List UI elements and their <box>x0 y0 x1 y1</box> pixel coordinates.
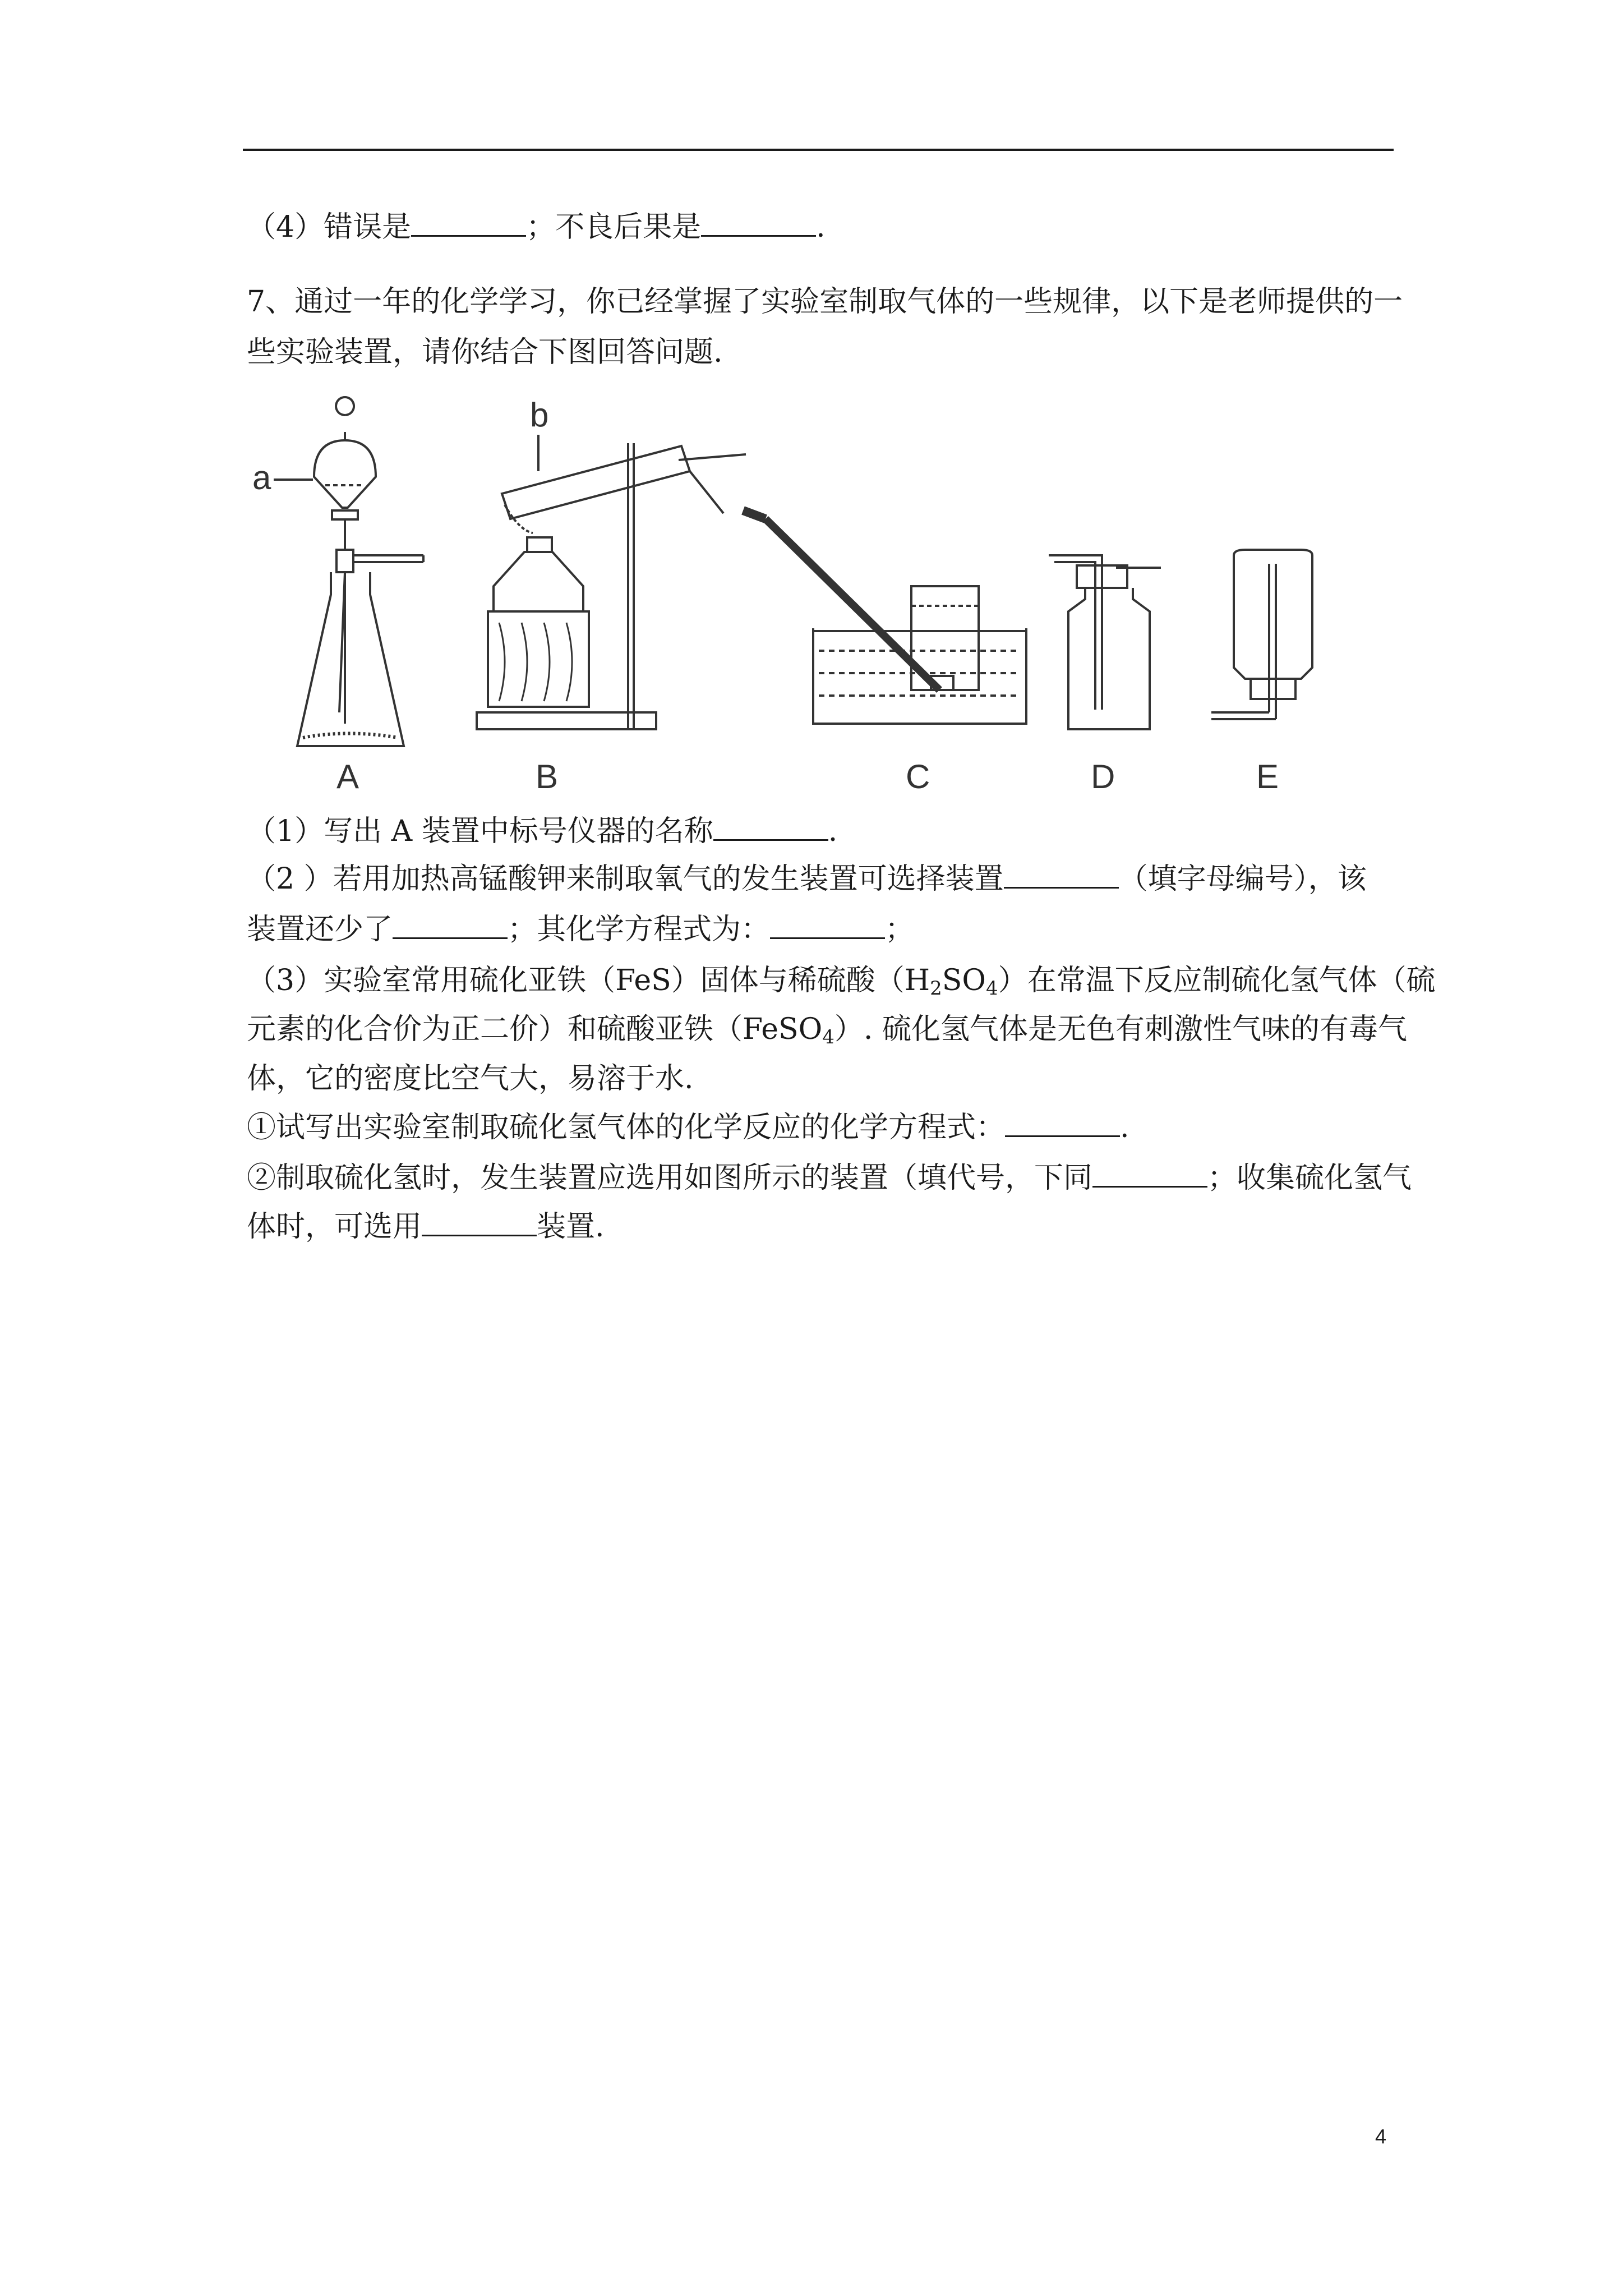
q7-part3-q1-text-a: ①试写出实验室制取硫化氢气体的化学反应的化学方程式： <box>247 1111 1006 1144</box>
q7-part2-line2 <box>247 912 1396 946</box>
label-D: D <box>1091 758 1115 795</box>
label-C: C <box>906 758 930 795</box>
q7-part2-line1 <box>247 861 1396 896</box>
answer-blank[interactable] <box>411 209 526 237</box>
subscript: 2 <box>930 977 942 1000</box>
apparatus-e <box>1211 550 1312 795</box>
label-b: b <box>530 396 549 434</box>
q7-intro-line1: 7、通过一年的化学学习，你已经掌握了实验室制取气体的一些规律，以下是老师提供的一 <box>247 285 1403 319</box>
q7-part3-q2-text-c: 体时，可选用 <box>247 1210 422 1244</box>
answer-blank[interactable] <box>422 1209 537 1236</box>
q6-part4-line <box>247 209 1396 244</box>
subscript: 4 <box>985 977 998 1000</box>
q7-part1-text-b: . <box>828 815 838 848</box>
answer-blank[interactable] <box>713 813 828 841</box>
q7-part3-q2-text-a: ②制取硫化氢时，发生装置应选用如图所示的装置（填代号，下同 <box>247 1161 1093 1195</box>
q7-part3-text-a: （3）实验室常用硫化亚铁（FeS）固体与稀硫酸（H <box>247 964 930 997</box>
q7-part3-text-c: ）在常温下反应制硫化氢气体（硫 <box>998 964 1436 997</box>
q6-part4-text-a: （4）错误是 <box>247 210 412 244</box>
apparatus-d <box>1049 555 1161 795</box>
q7-part3-q2-line1 <box>247 1160 1412 1195</box>
q7-part3-q1-line <box>247 1110 1396 1144</box>
q7-part3-line2 <box>247 1013 1407 1048</box>
q7-part3-line3: 体，它的密度比空气大，易溶于水. <box>247 1062 694 1096</box>
q7-part3-text-d: 元素的化合价为正二价）和硫酸亚铁（FeSO <box>247 1013 823 1046</box>
q7-part3-text-b: SO <box>942 964 986 997</box>
q7-part2-text-c: 装置还少了 <box>247 913 393 946</box>
page-number: 4 <box>1375 2125 1387 2148</box>
apparatus-figure <box>241 387 1402 797</box>
q7-part3-q2-text-d: 装置. <box>537 1210 605 1244</box>
q6-part4-text-c: . <box>816 210 826 244</box>
answer-blank[interactable] <box>770 912 885 939</box>
apparatus-c <box>813 586 1026 795</box>
q7-intro-line2: 些实验装置，请你结合下图回答问题. <box>247 335 723 369</box>
subscript: 4 <box>822 1026 834 1048</box>
q7-part3-text-e: ）. 硫化氢气体是无色有刺激性气味的有毒气 <box>834 1013 1407 1046</box>
q7-part3-q1-text-b: . <box>1120 1111 1129 1144</box>
q7-part1-text-a: （1）写出 A 装置中标号仪器的名称 <box>247 815 713 848</box>
q7-part1-line <box>247 813 1396 848</box>
q6-part4-text-b: ；不良后果是 <box>526 210 702 244</box>
label-a: a <box>252 459 271 496</box>
label-A: A <box>336 758 359 795</box>
q7-part2-text-a: （2 ）若用加热高锰酸钾来制取氧气的发生装置可选择装置 <box>247 862 1004 896</box>
q7-part2-text-e: ； <box>885 913 915 946</box>
apparatus-b <box>477 396 746 795</box>
q7-part2-text-d: ；其化学方程式为： <box>508 913 771 946</box>
q7-part3-q2-text-b: ；收集硫化氢气 <box>1207 1161 1412 1195</box>
answer-blank[interactable] <box>701 209 816 237</box>
answer-blank[interactable] <box>1005 1110 1120 1137</box>
answer-blank[interactable] <box>1092 1160 1207 1188</box>
apparatus-drawing <box>241 387 1402 797</box>
answer-blank[interactable] <box>1004 861 1119 889</box>
q7-part2-text-b: （填字母编号），该 <box>1118 862 1367 896</box>
answer-blank[interactable] <box>393 912 508 939</box>
label-B: B <box>536 758 559 795</box>
q7-part3-q2-line2 <box>247 1209 1396 1244</box>
q7-part3-line1 <box>247 964 1436 1000</box>
apparatus-a <box>252 397 423 795</box>
label-E: E <box>1256 758 1279 795</box>
header-rule <box>243 149 1394 151</box>
